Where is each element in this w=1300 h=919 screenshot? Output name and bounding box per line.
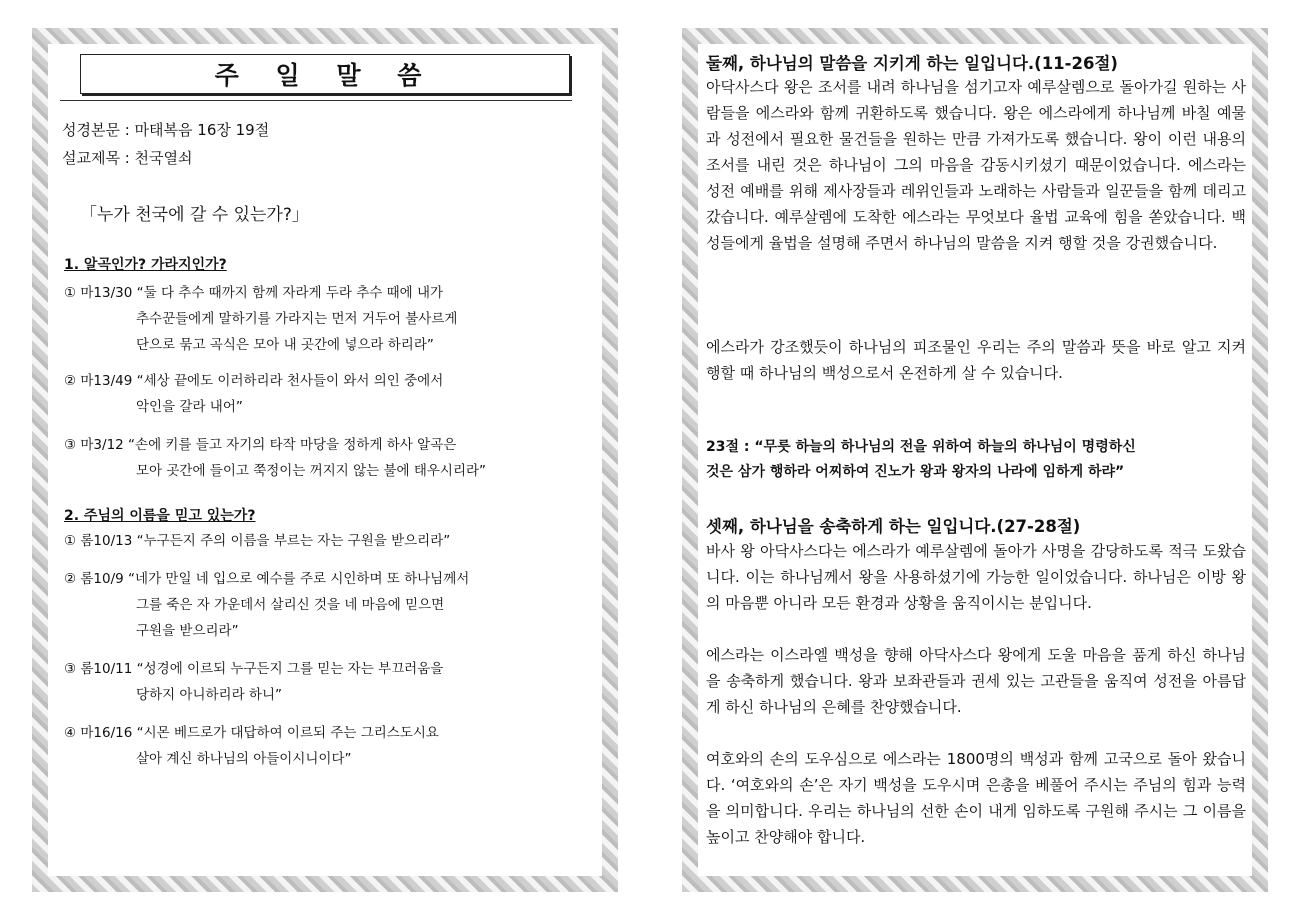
verse-line: ① 롬10/13 “누구든지 주의 이름을 부르는 자는 구원을 받으리라” — [64, 533, 451, 549]
section-1-heading: 1. 알곡인가? 가라지인가? — [64, 257, 227, 273]
verse-line: 단으로 묶고 곡식은 모아 내 곳간에 넣으라 하리라” — [136, 337, 434, 353]
quoted-verse — [706, 435, 1254, 485]
verse-line: ② 마13/49 “세상 끝에도 이러하리라 천사들이 와서 의인 중에서 — [64, 373, 444, 389]
verse-block — [64, 368, 594, 420]
verse-line: 악인을 갈라 내어” — [136, 399, 243, 415]
left-page — [32, 28, 618, 892]
scripture-reference: 성경본문 : 마태복음 16장 19절 — [62, 121, 270, 139]
verse-line: 추수꾼들에게 말하기를 가라지는 먼저 거두어 불사르게 — [136, 311, 458, 327]
verse-line: ① 마13/30 “둘 다 추수 때까지 함께 자라게 두라 추수 때에 내가 — [64, 285, 444, 301]
left-page-content — [48, 44, 602, 876]
page-title-box — [80, 54, 570, 94]
verse-line: ④ 마16/16 “시몬 베드로가 대답하여 이르되 주는 그리스도시요 — [64, 725, 439, 741]
paragraph: 여호와의 손의 도우심으로 에스라는 1800명의 백성과 함께 고국으로 돌아 왔습니다. ‘여호와의 손’은 자기 백성을 도우시며 은총을 베풀어 주시는 주님의 힘과 능력을 의미합니다. 우리는 하나님의 선한 손이 내게 임하도록 구원해 주시는 그 이름을 높이고 찬양해야 합니다. — [706, 750, 1246, 846]
verse-line: ③ 마3/12 “손에 키를 들고 자기의 타작 마당을 정하게 하사 알곡은 — [64, 437, 457, 453]
verse-block — [64, 656, 594, 708]
verse-block — [64, 280, 594, 358]
verse-line: ② 롬10/9 “네가 만일 네 입으로 예수를 주로 시인하며 또 하나님께서 — [64, 571, 470, 587]
verse-line: 구원을 받으리라” — [136, 623, 239, 639]
verse-block — [64, 432, 594, 484]
page-title: 주 일 말 씀 — [214, 61, 436, 90]
paragraph: 에스라가 강조했듯이 하나님의 피조물인 우리는 주의 말씀과 뜻을 바로 알고 지켜 행할 때 하나님의 백성으로서 온전하게 살 수 있습니다. — [706, 338, 1246, 382]
verse-line: 모아 곳간에 들이고 쭉정이는 꺼지지 않는 불에 태우시리라” — [136, 463, 487, 479]
verse-line: ③ 롬10/11 “성경에 이르되 누구든지 그를 믿는 자는 부끄러움을 — [64, 661, 444, 677]
paragraph: 바사 왕 아닥사스다는 에스라가 예루살렘에 돌아가 사명을 감당하도록 적극 도왔습니다. 이는 하나님께서 왕을 사용하셨기에 가능한 일이었습니다. 하나님은 이방 왕의 마음뿐 아니라 모든 환경과 상황을 움직이시는 분입니다. — [706, 542, 1246, 612]
point-2-heading: 둘째, 하나님의 말씀을 지키게 하는 일입니다.(11-26절) — [706, 54, 1118, 73]
verse-block — [64, 720, 594, 772]
verse-line: 그를 죽은 자 가운데서 살리신 것을 네 마음에 믿으면 — [136, 597, 445, 613]
paragraph: 에스라는 이스라엘 백성을 향해 아닥사스다 왕에게 도울 마음을 품게 하신 하나님을 송축하게 했습니다. 왕과 보좌관들과 권세 있는 고관들을 움직여 성전을 아름답게 하신 하나님의 은혜를 찬양했습니다. — [706, 646, 1246, 716]
sermon-question: 「누가 천국에 갈 수 있는가?」 — [80, 205, 309, 225]
quote-line: 것은 삼가 행하라 어찌하여 진노가 왕과 왕자의 나라에 임하게 하랴” — [706, 464, 1125, 480]
verse-block — [64, 566, 594, 644]
sermon-title: 설교제목 : 천국열쇠 — [62, 149, 193, 167]
verse-line: 살아 계신 하나님의 아들이시니이다” — [136, 751, 352, 767]
verse-line: 당하지 아니하리라 하니” — [136, 687, 282, 703]
paragraph: 아닥사스다 왕은 조서를 내려 하나님을 섬기고자 예루살렘으로 돌아가길 원하는 사람들을 에스라와 함께 귀환하도록 했습니다. 왕은 에스라에게 하나님께 바칠 예물과 성전에서 필요한 물건들을 원하는 만큼 가져가도록 했습니다. 왕이 이런 내용의 조서를 내린 것은 하나님이 그의 마음을 감동시키셨기 때문이었습니다. 에스라는 성전 예배를 위해 제사장들과 레위인들과 노래하는 사람들과 일꾼들을 함께 데리고 갔습니다. 예루살렘에 도착한 에스라는 무엇보다 율법 교육에 힘을 쏟았습니다. 백성들에게 율법을 설명해 주면서 하나님의 말씀을 지켜 행할 것을 강권했습니다. — [706, 78, 1246, 252]
right-page-content — [698, 44, 1252, 876]
title-divider — [60, 100, 572, 101]
verse-block — [64, 528, 594, 554]
point-3-heading: 셋째, 하나님을 송축하게 하는 일입니다.(27-28절) — [706, 517, 1081, 536]
section-2-heading: 2. 주님의 이름을 믿고 있는가? — [64, 508, 256, 524]
right-page — [682, 28, 1268, 892]
quote-line: 23절 : “무릇 하늘의 하나님의 전을 위하여 하늘의 하나님이 명령하신 — [706, 439, 1136, 455]
